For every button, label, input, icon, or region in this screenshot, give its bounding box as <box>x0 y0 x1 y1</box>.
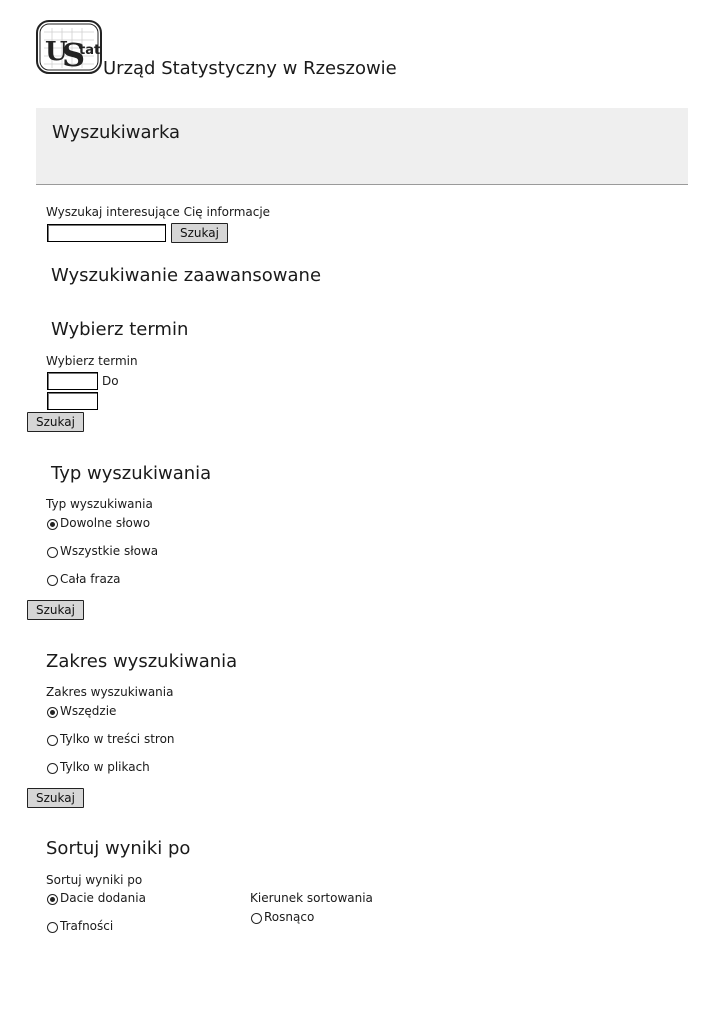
date-from-input[interactable] <box>47 372 98 390</box>
search-banner <box>36 108 688 185</box>
radio-sort-ascending-label[interactable]: Rosnąco <box>264 910 315 924</box>
sort-label: Sortuj wyniki po <box>46 873 143 887</box>
radio-everywhere[interactable] <box>47 707 58 718</box>
svg-text:U: U <box>45 37 68 67</box>
radio-page-content-label[interactable]: Tylko w treści stron <box>60 732 175 746</box>
radio-any-word[interactable] <box>47 519 58 530</box>
search-input[interactable] <box>47 224 166 242</box>
term-heading: Wybierz termin <box>51 319 189 340</box>
scope-label: Zakres wyszukiwania <box>46 685 174 699</box>
radio-files-only-label[interactable]: Tylko w plikach <box>60 760 150 774</box>
radio-all-words-label[interactable]: Wszystkie słowa <box>60 544 159 558</box>
scope-heading: Zakres wyszukiwania <box>46 651 238 672</box>
radio-files-only[interactable] <box>47 763 58 774</box>
radio-everywhere-label[interactable]: Wszędzie <box>60 704 117 718</box>
site-logo[interactable] <box>36 20 102 74</box>
sort-direction-label: Kierunek sortowania <box>250 891 373 905</box>
radio-all-words[interactable] <box>47 547 58 558</box>
advanced-search-heading: Wyszukiwanie zaawansowane <box>51 265 322 286</box>
date-to-label: Do <box>102 374 119 388</box>
radio-sort-ascending[interactable] <box>251 913 262 924</box>
radio-page-content[interactable] <box>47 735 58 746</box>
radio-sort-date-label[interactable]: Dacie dodania <box>60 891 146 905</box>
radio-whole-phrase[interactable] <box>47 575 58 586</box>
radio-sort-date[interactable] <box>47 894 58 905</box>
sort-heading: Sortuj wyniki po <box>46 838 191 859</box>
radio-any-word-label[interactable]: Dowolne słowo <box>60 516 151 530</box>
search-button[interactable]: Szukaj <box>171 223 228 243</box>
radio-whole-phrase-label[interactable]: Cała fraza <box>60 572 121 586</box>
term-label: Wybierz termin <box>46 354 138 368</box>
date-to-input[interactable] <box>47 392 98 410</box>
svg-text:S: S <box>62 36 86 74</box>
ustat-logo-icon <box>36 20 102 74</box>
search-label: Wyszukaj interesujące Cię informacje <box>46 205 271 219</box>
search-type-button[interactable]: Szukaj <box>27 600 84 620</box>
radio-sort-relevance[interactable] <box>47 922 58 933</box>
search-type-heading: Typ wyszukiwania <box>51 463 212 484</box>
svg-text:tat: tat <box>79 43 101 58</box>
radio-sort-relevance-label[interactable]: Trafności <box>60 919 114 933</box>
search-type-label: Typ wyszukiwania <box>46 497 153 511</box>
site-title[interactable]: Urząd Statystyczny w Rzeszowie <box>103 58 397 79</box>
search-heading: Wyszukiwarka <box>52 122 181 143</box>
scope-search-button[interactable]: Szukaj <box>27 788 84 808</box>
term-search-button[interactable]: Szukaj <box>27 412 84 432</box>
